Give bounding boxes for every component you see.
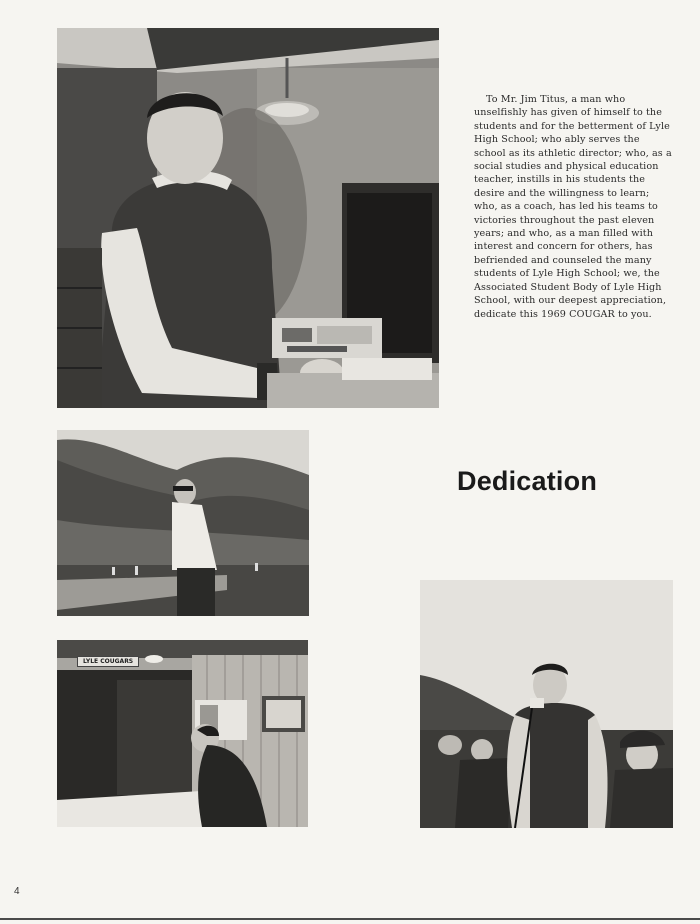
photo-coach-in-office-image: [57, 640, 308, 827]
photo-teacher-at-desk: [57, 28, 439, 408]
photo-coach-in-office: [57, 640, 308, 827]
photo-coach-on-field: [57, 430, 309, 616]
office-sign: [77, 656, 139, 667]
photo-teacher-at-desk-image: [57, 28, 439, 408]
page-number: 4: [14, 886, 20, 897]
photo-coach-on-field-image: [57, 430, 309, 616]
office-sign-text: LYLE COUGARS: [83, 658, 134, 665]
photo-coach-at-microphone: [420, 580, 673, 828]
page-title: Dedication: [457, 466, 598, 496]
photo-coach-at-microphone-image: [420, 580, 673, 828]
dedication-paragraph: To Mr. Jim Titus, a man who unselfishly has given of himself to the students and for the betterment of Lyle High School; who ably serves the school as its athletic director; who, as a social studies and physical education teacher, instills in his students the desire and the willingness to learn; who, as a coach, has led his teams to victories throughout the past eleven years; and who, as a man filled with interest and concern for others, has befriended and counseled the many students of Lyle High School; we, the Associated Student Body of Lyle High School, with our deepest appreciation, dedicate this 1969 COUGAR to you.: [474, 94, 672, 320]
bottom-rule: [0, 918, 700, 920]
